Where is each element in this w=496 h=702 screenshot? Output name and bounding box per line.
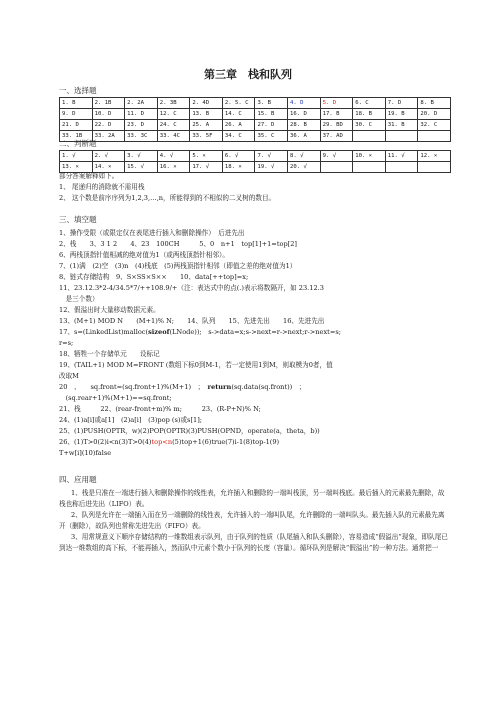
apply-paragraph: 3、用常规意义下顺序存储结构的一维数组表示队列，由于队列的性质（队尾插入和队头删除），容易造成“假溢出”现象，即队尾已到达一维数组的高下标，不能再插入，然而队中元素个数小于队列的长度（容量）。循环队列是解决“假溢出”的一种方法。通常把一 xyxy=(59,533,448,552)
fill-line: 24、(1)a[i]或a[1] (2)a[i] (3)pop (s)或s[1]; xyxy=(59,416,203,424)
answer-cell: 33. 1B xyxy=(60,131,93,142)
apply-answers xyxy=(59,488,451,554)
answer-row xyxy=(60,98,451,109)
answer-cell: 3. B xyxy=(255,98,288,109)
answer-cell: 28. B xyxy=(288,120,321,131)
section-heading-apply: 四、应用题 xyxy=(59,475,97,484)
answer-cell: 6. C xyxy=(353,98,386,109)
answer-cell: 18. × xyxy=(222,162,255,173)
fill-line: 25、(1)PUSH(OPTR，w)(2)POP(OPTR)(3)PUSH(OPND，operate(a，theta，b)) xyxy=(59,427,320,435)
answer-cell: 21. D xyxy=(60,120,93,131)
fill-line: r=s; xyxy=(59,339,74,347)
section-heading-fill: 三、填空题 xyxy=(59,215,97,224)
fill-line: T+w[i](10)false xyxy=(59,449,112,457)
answer-cell: 34. C xyxy=(222,131,255,142)
answer-cell: 5. × xyxy=(190,151,223,162)
answer-cell: 30. C xyxy=(353,120,386,131)
answer-cell: 5. D xyxy=(320,98,353,109)
answer-cell: 9. √ xyxy=(320,151,353,162)
fill-line: 26、(1)T>0(2)i<n(3)T>0(4)top<n(5)top+1(6)true(7)i-1(8)top-1(9) xyxy=(59,438,280,446)
answer-cell xyxy=(418,131,451,142)
explanation-block xyxy=(59,171,451,204)
fill-line: 18、牺牲一个存储单元 设标记 xyxy=(59,350,160,358)
fill-line: 8、链式存储结构 9、S×SS×S×× 10、data[++top]=x; xyxy=(59,273,249,281)
answer-cell: 9. D xyxy=(60,109,93,120)
fill-line: 7、(1)满 (2)空 (3)n (4)栈底 (5)两栈顶指针相邻（即值之差的绝对值为1） xyxy=(59,262,297,270)
judge-answer-table xyxy=(59,150,451,173)
fill-line: 20 、 sq.front=(sq.front+1)%(M+1) ； return(sq.data(sq.front)) ； xyxy=(59,383,306,391)
choice-answer-table xyxy=(59,97,451,142)
answer-cell: 2. 3B xyxy=(157,98,190,109)
answer-cell: 8. √ xyxy=(288,151,321,162)
answer-cell: 17. B xyxy=(320,109,353,120)
answer-cell: 11. √ xyxy=(385,151,418,162)
answer-row xyxy=(60,131,451,142)
fill-line: 17、s=(LinkedList)malloc(sizeof(LNode)); s->data=x;s->next=r->next;r->next=s; xyxy=(59,328,341,336)
answer-cell: 20. √ xyxy=(288,162,321,173)
answer-cell: 22. D xyxy=(92,120,125,131)
answer-cell: 20. D xyxy=(418,109,451,120)
answer-cell: 29. BD xyxy=(320,120,353,131)
answer-cell: 2. 2A xyxy=(125,98,158,109)
fill-line: 6、两栈顶指针值相减的绝对值为1（或两栈顶指针相邻）。 xyxy=(59,251,229,259)
answer-cell: 2. 1B xyxy=(92,98,125,109)
answer-cell: 25. A xyxy=(190,120,223,131)
answer-cell: 14. × xyxy=(92,162,125,173)
answer-cell: 33. 5F xyxy=(190,131,223,142)
answer-cell: 35. C xyxy=(255,131,288,142)
answer-cell: 7. √ xyxy=(255,151,288,162)
answer-cell: 4. D xyxy=(288,98,321,109)
answer-cell: 10. D xyxy=(92,109,125,120)
answer-row xyxy=(60,120,451,131)
fill-line: 2、栈 3、3 1 2 4、23 100CH 5、0 n+1 top[1]+1=top[2] xyxy=(59,240,298,248)
answer-cell xyxy=(353,131,386,142)
answer-cell: 16. D xyxy=(288,109,321,120)
apply-paragraph: 1、栈是只准在一端进行插入和删除操作的线性表，允许插入和删除的一端叫栈顶，另一端叫栈底。最后插入的元素最先删除，故栈也称后进先出（LIFO）表。 xyxy=(59,489,445,508)
answer-cell: 6. √ xyxy=(222,151,255,162)
fill-line: (sq.rear+1)%(M+1)==sq.front; xyxy=(59,394,172,402)
fill-line: 是三个数） xyxy=(59,295,99,303)
apply-paragraph: 2、队列是允许在一端插入而在另一端删除的线性表，允许插入的一端叫队尾，允许删除的一端叫队头。最先插入队的元素最先离开（删除），故队列也常称先进先出（FIFO）表。 xyxy=(59,511,445,530)
answer-cell: 1. √ xyxy=(60,151,93,162)
answer-cell: 27. D xyxy=(255,120,288,131)
answer-cell: 1. B xyxy=(60,98,93,109)
answer-cell: 37. AD xyxy=(320,131,353,142)
answer-cell: 14. C xyxy=(222,109,255,120)
fill-answers xyxy=(59,228,451,459)
answer-cell: 8. B xyxy=(418,98,451,109)
answer-cell: 10. × xyxy=(353,151,386,162)
explanation-line: 2、 这个数是前序序列为1,2,3,…,n，所能得到的不相似的二叉树的数目。 xyxy=(59,194,276,202)
answer-cell: 19. B xyxy=(385,109,418,120)
fill-line: 改取M xyxy=(59,372,79,380)
answer-cell: 11. D xyxy=(125,109,158,120)
answer-cell: 26. A xyxy=(222,120,255,131)
answer-cell: 16. × xyxy=(157,162,190,173)
answer-cell: 31. B xyxy=(385,120,418,131)
answer-row xyxy=(60,151,451,162)
fill-line: 11、23.12.3*2-4/34.5*7/++108.9/+（注：表达式中的点(.)表示将数隔开，如 23.12.3 xyxy=(59,284,324,292)
fill-line: 1、操作受限（或限定仅在表尾进行插入和删除操作） 后进先出 xyxy=(59,229,245,237)
answer-cell: 4. √ xyxy=(157,151,190,162)
answer-cell: 36. A xyxy=(288,131,321,142)
answer-cell: 32. C xyxy=(418,120,451,131)
fill-line: 21、栈 22、(rear-front+m)% m; 23、(R-P+N)% N; xyxy=(59,405,261,413)
fill-line: 12、假溢出时大量移动数据元素。 xyxy=(59,306,160,314)
fill-line: 19、(TAIL+1) MOD M=FRONT (数组下标0到M-1，若一定使用1到M，则取模为0者，值 xyxy=(59,361,333,369)
answer-cell: 23. D xyxy=(125,120,158,131)
answer-cell: 2. 4D xyxy=(190,98,223,109)
answer-cell: 12. C xyxy=(157,109,190,120)
answer-cell: 19. √ xyxy=(255,162,288,173)
answer-cell: 17. √ xyxy=(190,162,223,173)
section-heading-choice: 一、选择题 xyxy=(59,86,97,95)
answer-cell: 2. 5. C xyxy=(222,98,255,109)
fill-line: 13、(M+1) MOD N (M+1)% N; 14、队列 15、先进先出 16、先进先出 xyxy=(59,317,325,325)
answer-cell: 15. √ xyxy=(125,162,158,173)
explanation-line: 部分答案解释如下。 xyxy=(59,172,119,180)
answer-cell: 13. × xyxy=(60,162,93,173)
answer-cell: 3. √ xyxy=(125,151,158,162)
answer-cell xyxy=(385,131,418,142)
explanation-line: 1、 尾递归的消除就不需用栈 xyxy=(59,183,145,191)
answer-row xyxy=(60,109,451,120)
answer-cell: 7. D xyxy=(385,98,418,109)
answer-cell: 33. 3C xyxy=(125,131,158,142)
answer-cell: 18. B xyxy=(353,109,386,120)
chapter-title: 第三章 栈和队列 xyxy=(204,68,292,81)
answer-cell: 13. B xyxy=(190,109,223,120)
answer-cell: 33. 4C xyxy=(157,131,190,142)
answer-cell: 15. B xyxy=(255,109,288,120)
answer-cell: 2. √ xyxy=(92,151,125,162)
answer-cell: 12. × xyxy=(418,151,451,162)
answer-cell: 24. C xyxy=(157,120,190,131)
answer-cell: 33. 2A xyxy=(92,131,125,142)
section-heading-judge: 二、判断题 xyxy=(59,139,97,148)
